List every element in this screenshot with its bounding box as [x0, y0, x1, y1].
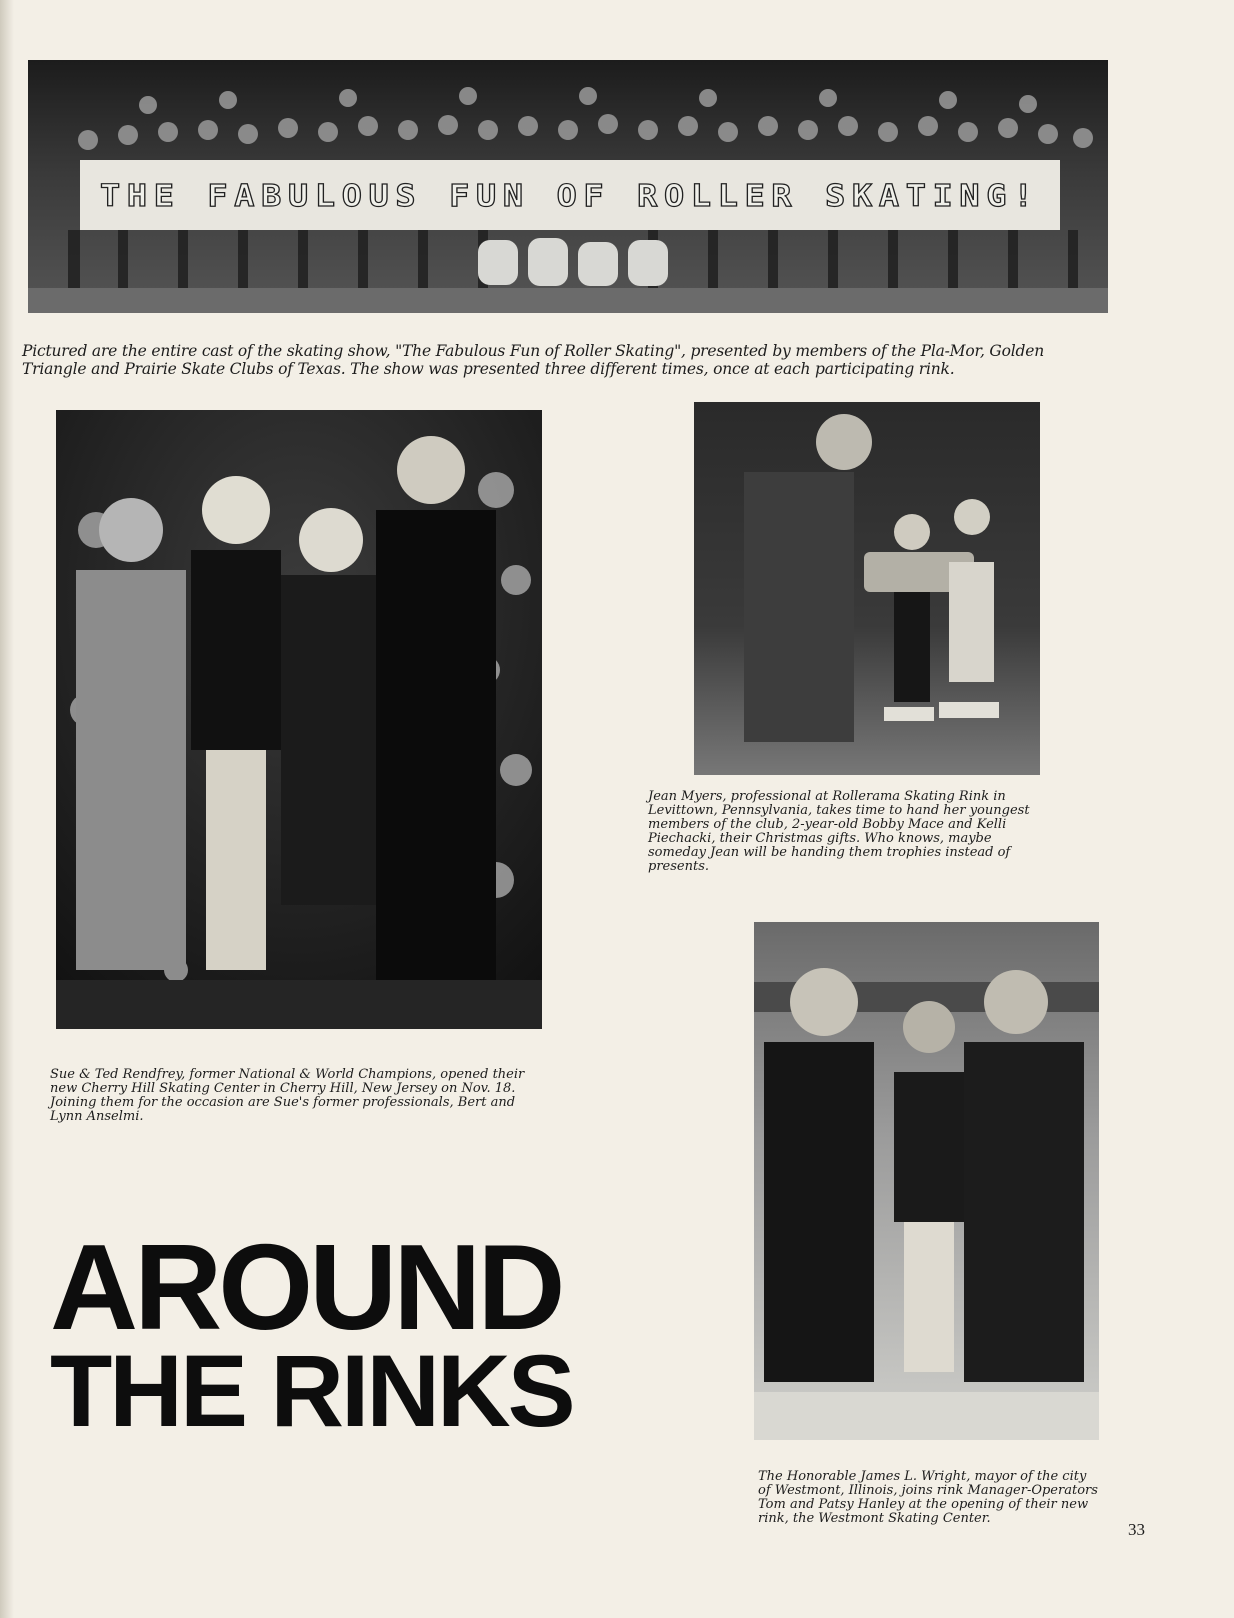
page-binding-shadow [0, 0, 14, 1618]
photo-rendfrey-cherry-hill [56, 410, 542, 1029]
group-photo-skating-show-cast [28, 60, 1108, 313]
headline-line-2: THE RINKS [50, 1334, 573, 1448]
westmont-photo-caption: The Honorable James L. Wright, mayor of the city of Westmont, Illinois, joins rink Manager-Operators Tom and Patsy Hanley at the opening of their new rink, the Westmont Skating Center. [758, 1469, 1098, 1526]
jean-myers-photo-caption: Jean Myers, professional at Rollerama Skating Rink in Levittown, Pennsylvania, takes time to hand her youngest members of the club, 2-year-old Bobby Mace and Kelli Piechacki, their Christmas gifts. Who knows, maybe someday Jean will be handing them trophies instead of presents. [648, 789, 1030, 874]
headline-line-1: AROUND [50, 1219, 562, 1355]
rendfrey-photo-caption: Sue & Ted Rendfrey, former National & World Champions, opened their new Cherry Hill Skating Center in Cherry Hill, New Jersey on Nov. 18. Joining them for the occasion are Sue's former professionals, Bert and Lynn Anselmi. [50, 1067, 525, 1124]
group-photo-caption: Pictured are the entire cast of the skating show, "The Fabulous Fun of Roller Skating", presented by members of the Pla-Mor, Golden Triangle and Prairie Skate Clubs of Texas. The show was presented three different times, once at each participating rink. [22, 342, 1044, 378]
photo-westmont-skating-center-opening [754, 922, 1099, 1440]
banner-text: THE FABULOUS FUN OF ROLLER SKATING! [100, 179, 1040, 214]
photo-jean-myers-christmas-gifts [694, 402, 1040, 775]
page-number: 33 [1128, 1520, 1145, 1539]
